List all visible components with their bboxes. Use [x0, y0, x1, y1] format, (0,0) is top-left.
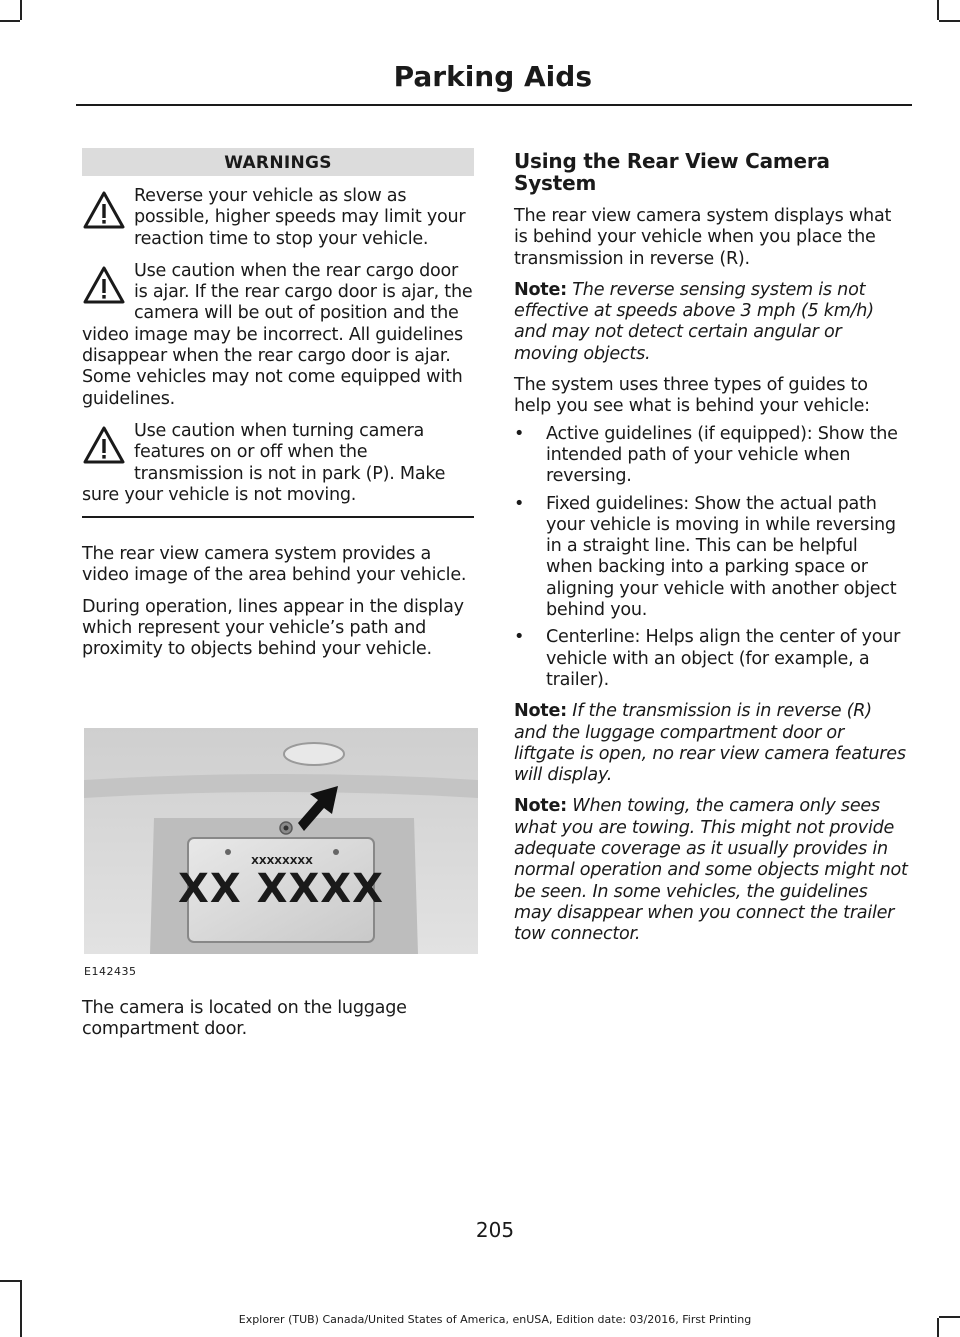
crop-mark-top-left-h — [0, 20, 20, 22]
camera-location-illustration — [84, 728, 478, 954]
crop-mark-bottom-left-v — [20, 1280, 22, 1337]
figure-caption: The camera is located on the luggage compartment door. — [82, 998, 407, 1040]
guide-list — [514, 424, 908, 692]
warning-text: Use caution when turning camera features on or off when the transmission is not in park (P). Make sure your vehicle is not moving. — [82, 420, 446, 505]
note-text: The reverse sensing system is not effective at speeds above 3 mph (5 km/h) and may not detect certain angular or moving objects. — [514, 279, 874, 364]
plate-small-text: XXXXXXXX — [251, 856, 313, 867]
note-label: Note: — [514, 279, 567, 300]
bullet-marker: • — [514, 423, 525, 444]
warnings-heading: WARNINGS — [82, 148, 474, 176]
bullet-marker: • — [514, 493, 525, 514]
bullet-marker: • — [514, 627, 525, 648]
figure-id: E142435 — [84, 965, 137, 978]
warning-item — [82, 421, 474, 506]
section-heading: Using the Rear View Camera System — [514, 149, 830, 195]
right-column — [514, 146, 908, 946]
note — [514, 796, 908, 945]
crop-mark-top-right-v — [937, 0, 939, 20]
header-rule — [76, 104, 912, 106]
footer-edition: Explorer (TUB) Canada/United States of America, enUSA, Edition date: 03/2016, First Printing — [238, 1313, 752, 1326]
warning-triangle-icon — [82, 425, 128, 465]
body-paragraph: During operation, lines appear in the display which represent your vehicle’s path and proximity to objects behind your vehicle. — [82, 596, 464, 660]
left-column — [82, 146, 474, 661]
note-text: When towing, the camera only sees what you are towing. This might not provide adequate coverage as it usually provides in normal operation and some objects might not be seen. In some vehicles, the guidelines may disappear when you connect the trailer tow connector. — [514, 796, 908, 945]
page-number: 205 — [475, 1218, 515, 1242]
note-label: Note: — [514, 701, 567, 722]
list-item: • Active guidelines (if equipped): Show the intended path of your vehicle when reversing. — [514, 423, 898, 487]
list-item: • Fixed guidelines: Show the actual path your vehicle is moving in while reversing in a straight line. This can be helpful when backing into a parking space or aligning your vehicle with another object behind you. — [514, 493, 897, 621]
note-label: Note: — [514, 796, 567, 817]
crop-mark-top-left-v — [20, 0, 22, 20]
warning-triangle-icon — [82, 265, 128, 305]
note — [514, 701, 908, 786]
note-text: If the transmission is in reverse (R) and the luggage compartment door or liftgate is open, no rear view camera features will display. — [514, 701, 906, 786]
body-paragraph: The rear view camera system displays what is behind your vehicle when you place the transmission in reverse (R). — [514, 206, 892, 269]
list-item: • Centerline: Helps align the center of your vehicle with an object (for example, a trailer). — [514, 627, 901, 690]
warning-triangle-icon — [82, 190, 128, 230]
body-paragraph: The system uses three types of guides to help you see what is behind your vehicle: — [514, 375, 870, 417]
warning-text: Use caution when the rear cargo door is ajar. If the rear cargo door is ajar, the camera will be out of position and the video image may be incorrect. All guidelines disappear when the rear cargo door is ajar. Some vehicles may not come equipped with guidelines. — [82, 260, 473, 409]
note — [514, 280, 908, 365]
warning-item — [82, 261, 474, 410]
liftgate-drawing — [84, 728, 478, 954]
body-paragraph: The rear view camera system provides a video image of the area behind your vehicle. — [82, 544, 467, 586]
crop-mark-bottom-left-h — [0, 1280, 20, 1282]
warning-item — [82, 186, 474, 250]
warning-text: Reverse your vehicle as slow as possible, higher speeds may limit your reaction time to stop your vehicle. — [134, 186, 466, 249]
page-title: Parking Aids — [393, 60, 592, 93]
crop-mark-top-right-h — [939, 20, 960, 22]
plate-large-text: XX XXXX — [178, 866, 384, 912]
